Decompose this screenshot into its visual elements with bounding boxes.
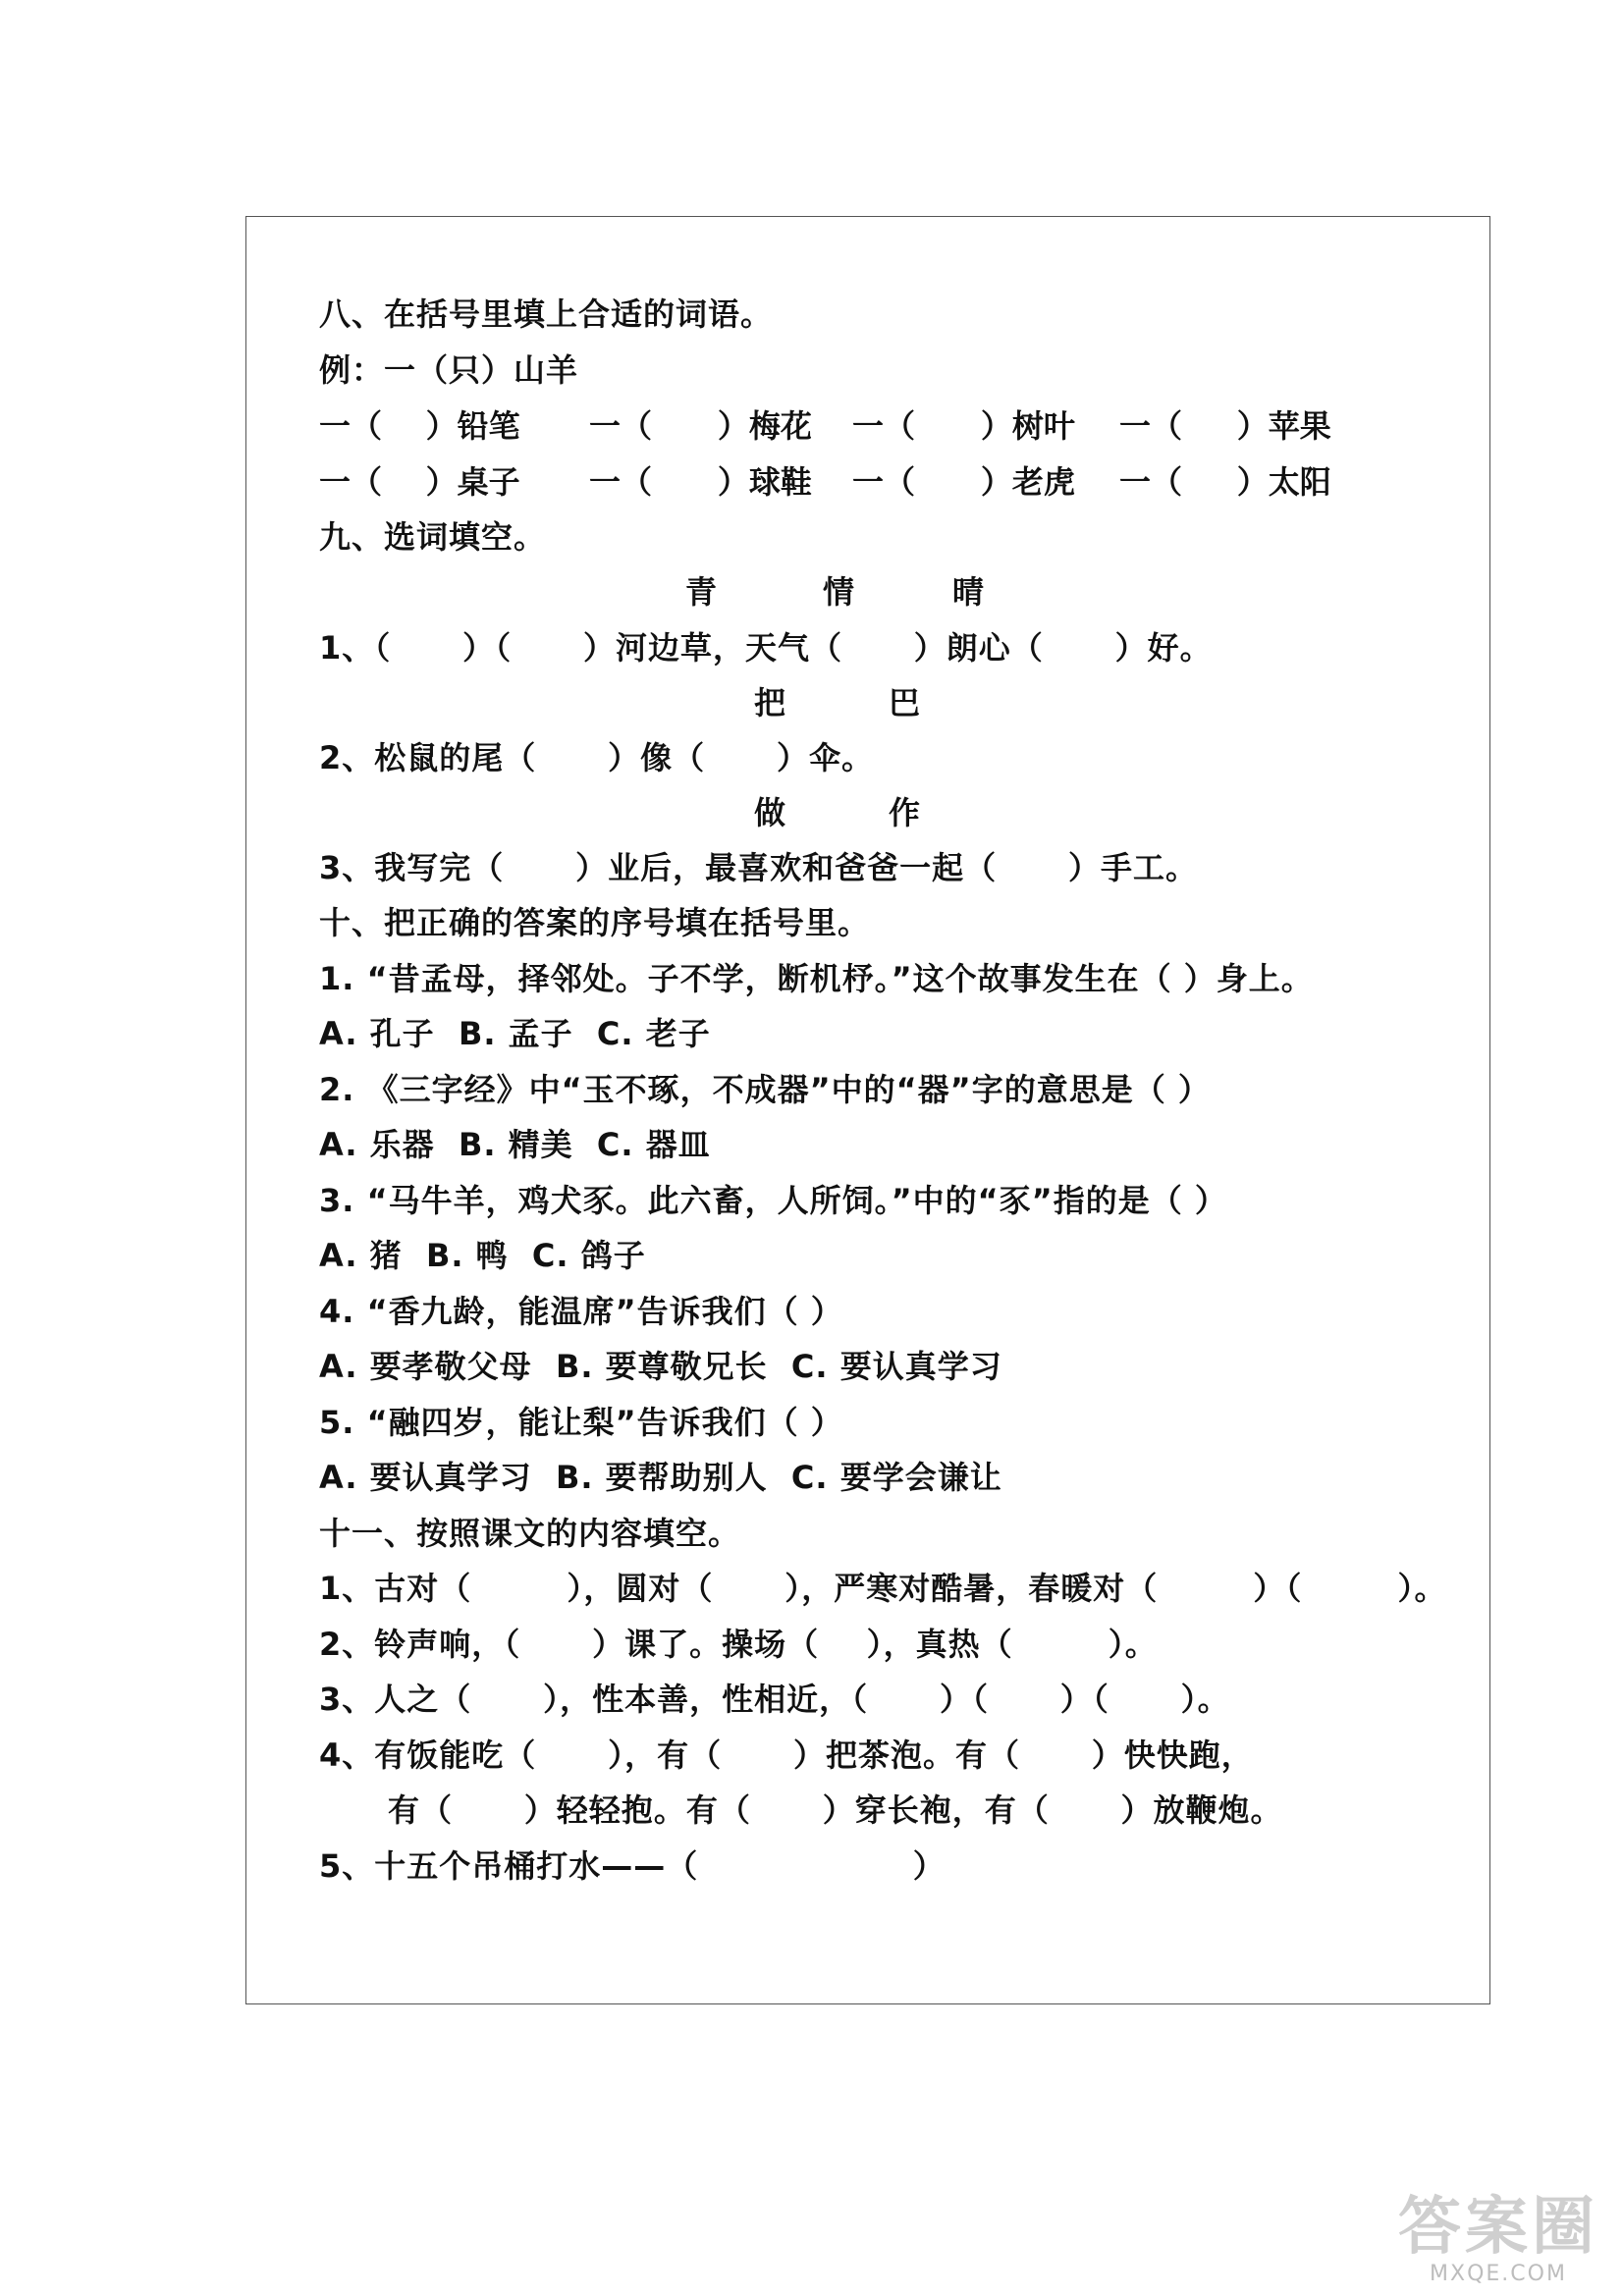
fill-item: 一（ ）铅笔: [319, 407, 520, 445]
question-line: 1、（ ）（ ）河边草，天气（ ）朗心（ ）好。: [319, 629, 1213, 667]
fill-item: 一（ ）梅花: [589, 407, 812, 445]
word-choice: 把: [754, 684, 786, 721]
word-choice: 晴: [952, 573, 985, 611]
word-choice: 青: [685, 573, 718, 611]
answer-options: A. 猪 B. 鸭 C. 鸽子: [319, 1237, 646, 1274]
answer-options: A. 孔子 B. 孟子 C. 老子: [319, 1015, 711, 1052]
word-choice: 作: [889, 794, 921, 831]
question-line: 1. “昔孟母，择邻处。子不学，断机杼。”这个故事发生在（ ）身上。: [319, 960, 1314, 997]
question-line: 3. “马牛羊，鸡犬豕。此六畜，人所饲。”中的“豕”指的是（ ）: [319, 1182, 1227, 1219]
section-11-title: 十一、按照课文的内容填空。: [319, 1515, 741, 1552]
question-line: 1、古对（ ），圆对（ ），严寒对酷暑，春暖对（ ）（ ）。: [319, 1570, 1447, 1607]
fill-item: 一（ ）桌子: [319, 463, 520, 501]
question-line: 4、有饭能吃（ ），有（ ）把茶泡。有（ ）快快跑，: [319, 1736, 1254, 1774]
word-choice: 巴: [889, 684, 921, 721]
section-8-example: 例：一（只）山羊: [319, 351, 579, 389]
answer-options: A. 要认真学习 B. 要帮助别人 C. 要学会谦让: [319, 1459, 1002, 1496]
watermark-logo: 答案圈: [1398, 2190, 1598, 2264]
section-10-title: 十、把正确的答案的序号填在括号里。: [319, 904, 871, 941]
fill-item: 一（ ）老虎: [852, 463, 1075, 501]
question-line: 3、我写完（ ）业后，最喜欢和爸爸一起（ ）手工。: [319, 849, 1198, 886]
word-choice: 情: [823, 573, 855, 611]
watermark-url: MXQE.COM: [1430, 2262, 1567, 2286]
word-choice: 做: [754, 794, 786, 831]
question-line: 2、松鼠的尾（ ）像（ ）伞。: [319, 739, 874, 776]
watermark: [1398, 2190, 1598, 2286]
section-8-title: 八、在括号里填上合适的词语。: [319, 295, 774, 333]
fill-item: 一（ ）苹果: [1119, 407, 1331, 445]
question-line: 4. “香九龄，能温席”告诉我们（ ）: [319, 1293, 843, 1330]
question-line: 有（ ）轻轻抱。有（ ）穿长袍，有（ ）放鞭炮。: [388, 1791, 1283, 1829]
fill-item: 一（ ）球鞋: [589, 463, 812, 501]
question-line: 5. “融四岁，能让梨”告诉我们（ ）: [319, 1404, 843, 1441]
section-9-title: 九、选词填空。: [319, 518, 547, 556]
question-line: 2. 《三字经》中“玉不琢，不成器”中的“器”字的意思是（ ）: [319, 1071, 1211, 1108]
answer-options: A. 要孝敬父母 B. 要尊敬兄长 C. 要认真学习: [319, 1348, 1002, 1385]
question-line: 5、十五个吊桶打水——（ ）: [319, 1847, 946, 1885]
fill-item: 一（ ）太阳: [1119, 463, 1331, 501]
answer-options: A. 乐器 B. 精美 C. 器皿: [319, 1126, 711, 1163]
question-line: 2、铃声响，（ ）课了。操场（ ），真热（ ）。: [319, 1626, 1158, 1663]
fill-item: 一（ ）树叶: [852, 407, 1075, 445]
question-line: 3、人之（ ），性本善，性相近，（ ）（ ）（ ）。: [319, 1681, 1230, 1718]
